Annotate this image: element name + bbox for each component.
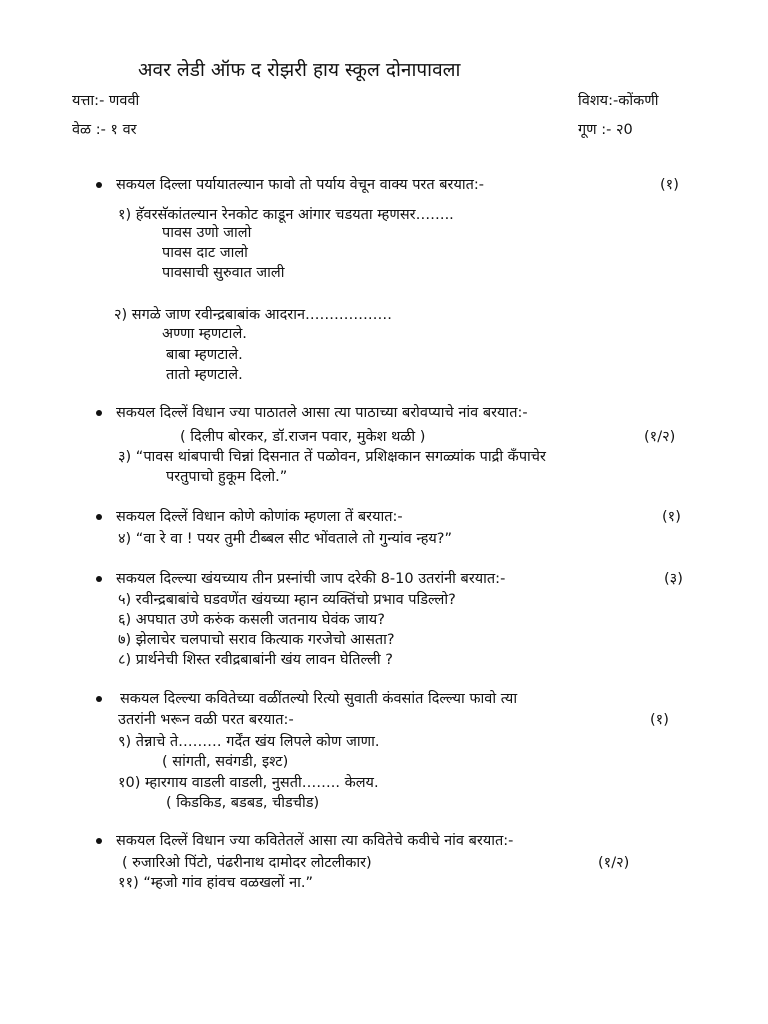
question-1: १) हॅवरसॅकांतल्यान रेनकोट काडून आंगार चडयता म्हणसर…….. (118, 207, 454, 223)
q10-options: ( किडकिड, बडबड, चीडचीड) (166, 795, 320, 811)
q1-option-1: पावस उणो जालो (162, 225, 252, 241)
section5-instruction-line2: उतरांनी भरून वळी परत बरयात:- (118, 712, 294, 728)
bullet-icon (96, 182, 102, 188)
question-3-line2: परतुपाचो हुकूम दिलो.” (166, 469, 288, 485)
section5-instruction-line1: सकयल दिल्ल्या कवितेच्या वळींतल्यो रित्यो सुवाती कंवसांत दिल्ल्या फावो त्या (120, 691, 518, 707)
q2-option-3: तातो म्हणटाले. (166, 367, 243, 383)
question-7: ७) झेलाचेर चलपाचो सराव कित्याक गरजेचो आसता? (118, 632, 395, 648)
class-label: यत्ता:- णववी (72, 93, 140, 109)
question-9: ९) तेन्नाचे ते……… गर्देंत खंय लिपले कोण जाणा. (118, 734, 380, 750)
bullet-icon (96, 514, 102, 520)
q1-option-3: पावसाची सुरुवात जाली (162, 265, 285, 281)
question-11: ११) “म्हजो गांव हांवच वळखलों ना.” (118, 875, 314, 891)
section6-marks: (१/२) (598, 855, 630, 871)
section2-options: ( दिलीप बोरकर, डॉ.राजन पवार, मुकेश थळी ) (180, 429, 426, 445)
time-label: वेळ :- १ वर (72, 122, 137, 138)
q2-option-2: बाबा म्हणटाले. (166, 347, 243, 363)
section2-instruction: सकयल दिल्लें विधान ज्या पाठातले आसा त्या पाठाच्या बरोवप्याचे नांव बरयात:- (116, 405, 528, 421)
question-8: ८) प्रार्थनेची शिस्त रवीद्रबाबांनी खंय लावन घेतिल्ली ? (118, 652, 393, 668)
marks-label: गूण :- २0 (578, 122, 633, 138)
section5-marks: (१) (650, 712, 669, 728)
bullet-icon (96, 696, 102, 702)
question-6: ६) अपघात उणे करुंक कसली जतनाय घेवंक जाय? (118, 612, 385, 628)
question-4: ४) “वा रे वा ! पयर तुमी टीब्बल सीट भोंवताले तो गुन्यांव न्हय?” (118, 531, 453, 547)
bullet-icon (96, 576, 102, 582)
question-2: २) सगळे जाण रवीन्द्रबाबांक आदरान……………… (114, 307, 393, 323)
section3-marks: (१) (662, 509, 681, 525)
section2-marks: (१/२) (644, 429, 676, 445)
bullet-icon (96, 838, 102, 844)
q2-option-1: अण्णा म्हणटाले. (162, 326, 247, 342)
question-3-line1: ३) “पावस थांबपाची चिन्नां दिसनात तें पळोवन, प्रशिक्षकान सगळ्यांक पाद्री कँपाचेर (118, 449, 546, 465)
section1-instruction: सकयल दिल्ला पर्यायातल्यान फावो तो पर्याय वेचून वाक्य परत बरयात:- (116, 177, 484, 193)
question-10: १0) म्हारगाय वाडली वाडली, नुसती…….. केलय. (118, 775, 379, 791)
section6-options: ( रुजारिओ पिंटो, पंढरीनाथ दामोदर लोटलीकार) (122, 855, 372, 871)
school-title: अवर लेडी ऑफ द रोझरी हाय स्कूल दोनापावला (138, 59, 461, 81)
subject-label: विशय:-कोंकणी (578, 93, 659, 109)
question-5: ५) रवीन्द्रबाबांचे घडवणेंत खंयच्या म्हान व्यक्तिंचो प्रभाव पडिल्लो? (118, 592, 456, 608)
q1-option-2: पावस दाट जालो (162, 245, 248, 261)
bullet-icon (96, 410, 102, 416)
section4-instruction: सकयल दिल्ल्या खंयच्याय तीन प्रस्नांची जाप दरेकी 8-10 उतरांनी बरयात:- (116, 571, 506, 587)
section3-instruction: सकयल दिल्लें विधान कोणे कोणांक म्हणला तें बरयात:- (116, 509, 403, 525)
section6-instruction: सकयल दिल्लें विधान ज्या कवितेतलें आसा त्या कवितेचे कवीचे नांव बरयात:- (116, 833, 514, 849)
q9-options: ( सांगती, सवंगडी, इश्ट) (162, 754, 289, 770)
section1-marks: (१) (660, 177, 679, 193)
section4-marks: (३) (664, 571, 683, 587)
